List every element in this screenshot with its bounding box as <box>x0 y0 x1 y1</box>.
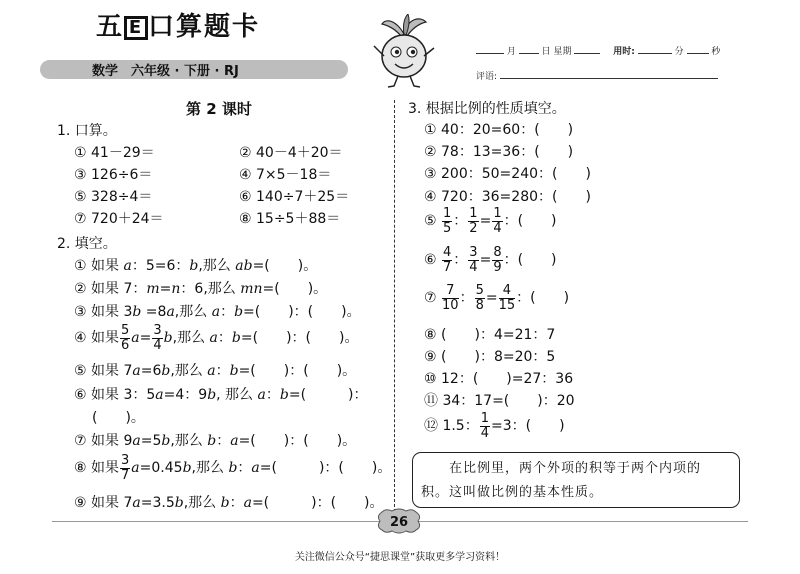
fraction: $\frac{5}{6}$ <box>121 323 130 353</box>
radish-mascot-icon <box>368 14 440 90</box>
q1-item-2: ② 40－4＋20＝ <box>239 145 343 161</box>
subject-band-text: 数学 六年级 · 下册 · RJ <box>92 64 239 79</box>
q2-item-3: ③ 如果 3b =8a,那么 a：b=( )：( )。 <box>74 304 361 320</box>
q1-item-7: ⑦ 720＋24＝ <box>74 211 164 227</box>
brand-title <box>96 6 260 43</box>
fraction: $\frac{5}{8}$ <box>475 283 484 313</box>
fraction: $\frac{8}{9}$ <box>493 245 502 275</box>
q3-item-2: ② 78：13=36：( ) <box>424 144 574 160</box>
day-label: 日 <box>541 47 551 57</box>
fraction: $\frac{3}{4}$ <box>469 245 478 275</box>
q2-item-6: ⑥ 如果 3：5a=4：9b, 那么 a：b=( )： <box>74 387 368 403</box>
q3-title: 3. 根据比例的性质填空。 <box>408 101 566 117</box>
brand-title-suffix: 口算题卡 <box>148 12 261 42</box>
q2-item-9: ⑨ 如果 7a=3.5b,那么 b：a=( )：( )。 <box>74 495 384 511</box>
q1-item-4: ④ 7×5－18＝ <box>239 167 332 183</box>
month-label: 月 <box>506 47 516 57</box>
q3-item-5: ⑤ $\frac{1}{5}$ ： $\frac{1}{2}$ = $\frac{1}{4}$ ：( ) <box>424 206 557 236</box>
q2-item-5: ⑤ 如果 7a=6b,那么 a：b=( )：( )。 <box>74 363 357 379</box>
q2-item-1: ① 如果 a：5=6：b,那么 ab=( )。 <box>74 258 318 274</box>
q2-item-2: ② 如果 7：m=n：6,那么 mn=( )。 <box>74 281 328 297</box>
property-note-box <box>412 452 740 508</box>
q3-item-8: ⑧ ( )：4=21：7 <box>424 327 556 343</box>
fraction: $\frac{1}{5}$ <box>443 206 452 236</box>
column-divider <box>394 100 395 512</box>
q1-item-3: ③ 126÷6＝ <box>74 167 153 183</box>
page-number: 26 <box>389 515 409 530</box>
q2-title: 2. 填空。 <box>57 236 117 252</box>
q2-item-4: ④ 如果 $\frac{5}{6}$ a= $\frac{3}{4}$ b,那么 a：b=( )：( )。 <box>74 323 359 353</box>
fraction: $\frac{4}{15}$ <box>498 283 516 313</box>
q3-item-9: ⑨ ( )：8=20：5 <box>424 349 556 365</box>
brand-title-prefix: 五 <box>96 12 125 42</box>
brand-e-logo: E <box>124 16 148 40</box>
time-label: 用时: <box>613 47 635 57</box>
q2-item-8: ⑧ 如果 $\frac{3}{7}$ a=0.45b,那么 b：a=( )：( )。 <box>74 453 392 483</box>
q3-item-12: ⑫ 1.5： $\frac{1}{4}$ =3：( ) <box>424 411 565 441</box>
page-number-badge-icon <box>376 508 422 534</box>
q3-item-3: ③ 200：50=240：( ) <box>424 166 591 182</box>
date-time-row <box>476 44 720 57</box>
fraction: $\frac{3}{7}$ <box>121 453 130 483</box>
q1-item-5: ⑤ 328÷4＝ <box>74 189 153 205</box>
fraction: $\frac{1}{4}$ <box>480 411 489 441</box>
second-label: 秒 <box>711 47 721 57</box>
q2-item-6-continued: ( )。 <box>92 410 145 426</box>
minute-label: 分 <box>674 47 684 57</box>
q3-item-7: ⑦ $\frac{7}{10}$ ： $\frac{5}{8}$ = $\frac{4}{15}$ ：( ) <box>424 283 570 313</box>
comment-row <box>476 69 718 82</box>
q1-item-6: ⑥ 140÷7＋25＝ <box>239 189 350 205</box>
footer-text: 关注微信公众号“捷思课堂”获取更多学习资料！ <box>294 552 506 563</box>
q3-item-1: ① 40：20=60：( ) <box>424 122 574 138</box>
q2-item-7: ⑦ 如果 9a=5b,那么 b：a=( )：( )。 <box>74 433 357 449</box>
q1-title: 1. 口算。 <box>57 123 117 139</box>
q3-item-6: ⑥ $\frac{4}{7}$ ： $\frac{3}{4}$ = $\frac{8}{9}$ ：( ) <box>424 245 557 275</box>
q3-item-11: ⑪ 34：17=( )：20 <box>424 393 575 409</box>
fraction: $\frac{1}{4}$ <box>493 206 502 236</box>
fraction: $\frac{7}{10}$ <box>442 283 459 313</box>
q1-item-8: ⑧ 15÷5＋88＝ <box>239 211 341 227</box>
note-line-1: 在比例里，两个外项的积等于两个内项的 <box>449 461 702 476</box>
note-line-2: 积。这叫做比例的基本性质。 <box>421 485 604 500</box>
comment-label: 评语: <box>476 72 498 82</box>
q3-item-10: ⑩ 12：( )=27：36 <box>424 371 574 387</box>
lesson-title: 第 2 课时 <box>186 100 252 118</box>
q1-item-1: ① 41－29＝ <box>74 145 155 161</box>
weekday-label: 星期 <box>553 47 572 57</box>
fraction: $\frac{3}{4}$ <box>153 323 162 353</box>
fraction: $\frac{4}{7}$ <box>443 245 452 275</box>
q3-item-4: ④ 720：36=280：( ) <box>424 189 591 205</box>
fraction: $\frac{1}{2}$ <box>469 206 478 236</box>
